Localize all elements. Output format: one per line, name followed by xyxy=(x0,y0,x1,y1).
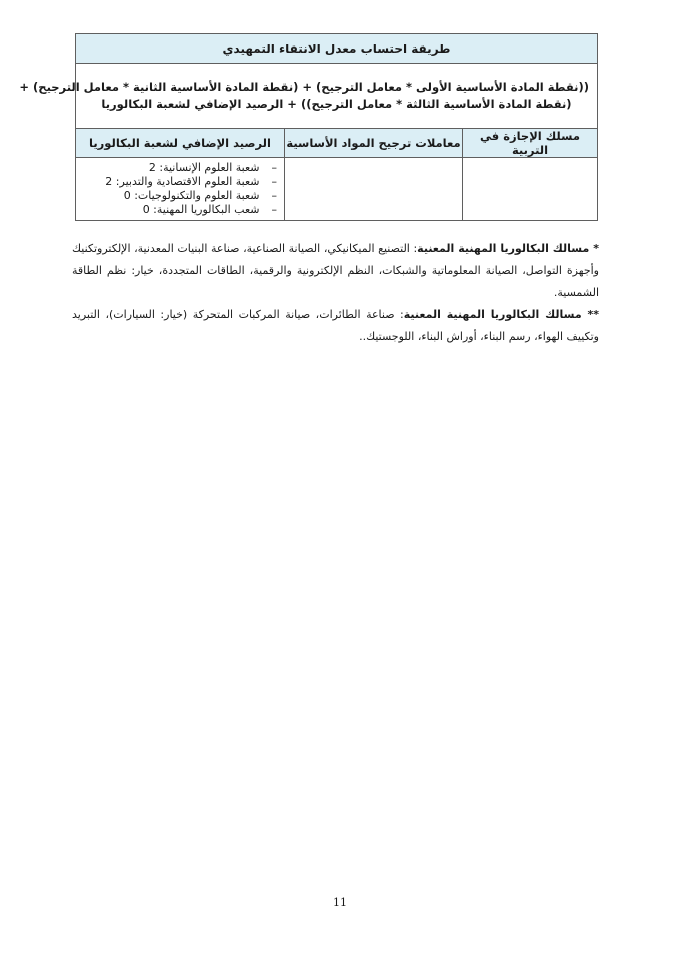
footnotes xyxy=(72,238,599,348)
cell-education-track xyxy=(463,158,598,221)
footnote-1 xyxy=(72,238,599,304)
formula-line-2: (نقطة المادة الأساسية الثالثة * معامل الترجيح)) + الرصيد الإضافي لشعبة البكالوريا xyxy=(101,97,572,111)
selection-criteria-table xyxy=(19,33,598,221)
footnote-2-label: ** مسالك البكالوريا المهنية المعنية xyxy=(403,308,599,321)
bonus-list xyxy=(76,161,284,217)
bonus-item-vocational: – شعب البكالوريا المهنية: 0 xyxy=(76,203,277,217)
page-number: 11 xyxy=(333,896,347,909)
footnote-1-label: * مسالك البكالوريا المهنية المعنية xyxy=(417,242,599,255)
formula-cell xyxy=(19,64,598,129)
bonus-item-science-tech: – شعبة العلوم والتكنولوجيات: 0 xyxy=(76,189,277,203)
bonus-item-humanities: – شعبة العلوم الإنسانية: 2 xyxy=(76,161,277,175)
bonus-item-economics: – شعبة العلوم الاقتصادية والتدبير: 2 xyxy=(76,175,277,189)
cell-bonus-credit xyxy=(76,158,285,221)
header-bonus-credit: الرصيد الإضافي لشعبة البكالوريا xyxy=(76,129,285,158)
header-education-track: مسلك الإجازة في التربية xyxy=(463,129,598,158)
footnote-1-text: : التصنيع الميكانيكي، الصيانة الصناعية، صناعة البنيات المعدنية، الإلكتروتكنيك وأجهزة التواصل، الصيانة المعلوماتية والشبكات، النظم الإلكترونية والرقمية، الطاقات المتجددة، خيار: نظم الطاقة الشمسية. xyxy=(72,242,599,299)
footnote-2-text: : صناعة الطائرات، صيانة المركبات المتحركة (خيار: السيارات)، التبريد وتكييف الهواء، رسم البناء، أوراش البناء، اللوجستيك.. xyxy=(72,308,599,343)
cell-weighting-coefficients xyxy=(285,158,463,221)
footnote-2 xyxy=(72,304,599,348)
formula-line-1: ((نقطة المادة الأساسية الأولى * معامل الترجيح) + (نقطة المادة الأساسية الثانية * معامل الترجيح) + xyxy=(19,80,589,94)
table-title: طريقة احتساب معدل الانتقاء التمهيدي xyxy=(76,34,598,64)
header-weighting-coefficients: معاملات ترجيح المواد الأساسية xyxy=(285,129,463,158)
